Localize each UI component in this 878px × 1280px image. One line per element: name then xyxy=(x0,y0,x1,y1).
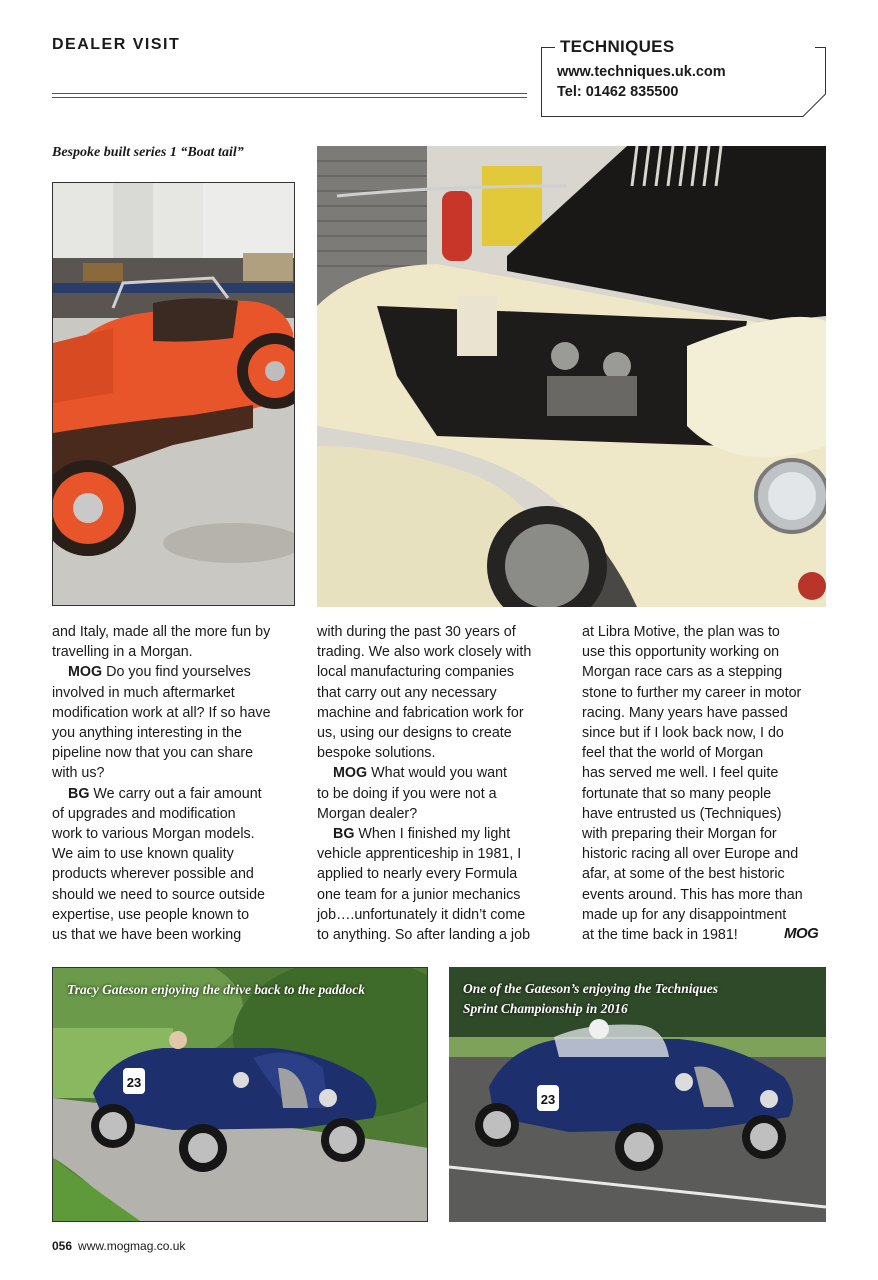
text-line: feel that the world of Morgan xyxy=(582,745,764,762)
text-line xyxy=(52,662,300,682)
text-line: Morgan race cars as a stepping xyxy=(582,664,783,681)
company-name: TECHNIQUES xyxy=(557,37,677,57)
text-line: that carry out any necessary xyxy=(317,684,497,701)
article-end-mark: MOG xyxy=(784,925,819,942)
text-line: to anything. So after landing a job xyxy=(317,927,531,944)
text-line: historic racing all over Europe and xyxy=(582,846,799,863)
text-span: What would you want xyxy=(367,765,508,782)
text-line: work to various Morgan models. xyxy=(52,826,255,843)
race-number-right: 23 xyxy=(540,1092,556,1107)
speaker-label: MOG xyxy=(333,765,368,782)
text-line: have entrusted us (Techniques) xyxy=(582,805,782,822)
text-line: since but if I look back now, I do xyxy=(582,725,784,742)
speaker-label: BG xyxy=(333,826,355,843)
text-line: has served me well. I feel quite xyxy=(582,765,779,782)
company-website-link[interactable]: www.techniques.uk.com xyxy=(557,64,726,80)
article-column-2 xyxy=(317,622,565,945)
photo-sprint-championship xyxy=(449,967,826,1222)
photo-caption-sprint-line-1: One of the Gateson’s enjoying the Techniques xyxy=(463,981,719,996)
text-line: stone to further my career in motor xyxy=(582,684,802,701)
text-span: When I finished my light xyxy=(354,826,511,843)
text-span: We carry out a fair amount xyxy=(89,785,262,802)
text-line xyxy=(317,763,565,783)
text-line: fortunate that so many people xyxy=(582,785,772,802)
text-line: at the time back in 1981! xyxy=(582,927,738,944)
photo-tracy-gateson-drive xyxy=(52,967,428,1222)
text-line: with preparing their Morgan for xyxy=(582,826,777,843)
text-line: us that we have been working xyxy=(52,927,242,944)
text-line: at Libra Motive, the plan was to xyxy=(582,624,780,640)
speaker-label: MOG xyxy=(68,664,103,681)
contact-box xyxy=(541,37,826,117)
text-line: to be doing if you were not a xyxy=(317,785,497,802)
text-line: us, using our designs to create xyxy=(317,725,512,742)
photo-engine-bay xyxy=(317,146,826,607)
company-phone: Tel: 01462 835500 xyxy=(557,84,679,100)
header-rule-2 xyxy=(52,97,527,98)
text-line: and Italy, made all the more fun by xyxy=(52,624,271,640)
text-line: We aim to use known quality xyxy=(52,846,234,863)
text-line: applied to nearly every Formula xyxy=(317,866,518,883)
text-line: of upgrades and modification xyxy=(52,805,236,822)
photo-caption-tracy: Tracy Gateson enjoying the drive back to the paddock xyxy=(67,982,365,997)
text-line: expertise, use people known to xyxy=(52,906,250,923)
text-line: with us? xyxy=(52,765,105,782)
text-line: events around. This has more than xyxy=(582,886,803,903)
text-span: Do you find yourselves xyxy=(102,664,251,681)
footer-website-link[interactable]: www.mogmag.co.uk xyxy=(78,1239,186,1253)
text-line: with during the past 30 years of xyxy=(317,624,516,640)
section-title: DEALER VISIT xyxy=(52,36,181,53)
header-rule xyxy=(52,93,527,94)
text-line xyxy=(317,824,565,844)
text-line: travelling in a Morgan. xyxy=(52,644,193,661)
photo-caption-boat-tail: Bespoke built series 1 “Boat tail” xyxy=(52,145,244,160)
text-line: trading. We also work closely with xyxy=(317,644,532,661)
text-line: racing. Many years have passed xyxy=(582,704,788,721)
text-line: should we need to source outside xyxy=(52,886,266,903)
text-line: you anything interesting in the xyxy=(52,725,242,742)
text-line: afar, at some of the best historic xyxy=(582,866,785,883)
text-line: involved in much aftermarket xyxy=(52,684,235,701)
photo-caption-sprint xyxy=(463,979,816,1019)
text-line: modification work at all? If so have xyxy=(52,704,271,721)
text-line: pipeline now that you can share xyxy=(52,745,254,762)
text-line: use this opportunity working on xyxy=(582,644,780,661)
page-number: 056 xyxy=(52,1239,73,1253)
text-line xyxy=(52,784,300,804)
text-line: vehicle apprenticeship in 1981, I xyxy=(317,846,522,863)
article-column-1 xyxy=(52,622,300,945)
contact-box-frame xyxy=(541,47,826,117)
text-line: local manufacturing companies xyxy=(317,664,515,681)
text-line: one team for a junior mechanics xyxy=(317,886,521,903)
text-line: products wherever possible and xyxy=(52,866,254,883)
text-line: job….unfortunately it didn’t come xyxy=(317,906,526,923)
race-number-left: 23 xyxy=(126,1075,142,1090)
text-line: Morgan dealer? xyxy=(317,805,418,822)
text-line: made up for any disappointment xyxy=(582,906,787,923)
photo-caption-sprint-line-2: Sprint Championship in 2016 xyxy=(463,1001,628,1016)
text-line: bespoke solutions. xyxy=(317,745,436,762)
photo-boat-tail-morgan xyxy=(52,182,295,606)
speaker-label: BG xyxy=(68,785,90,802)
text-line: machine and fabrication work for xyxy=(317,704,524,721)
page-footer xyxy=(52,1239,185,1253)
article-column-3 xyxy=(582,622,830,945)
